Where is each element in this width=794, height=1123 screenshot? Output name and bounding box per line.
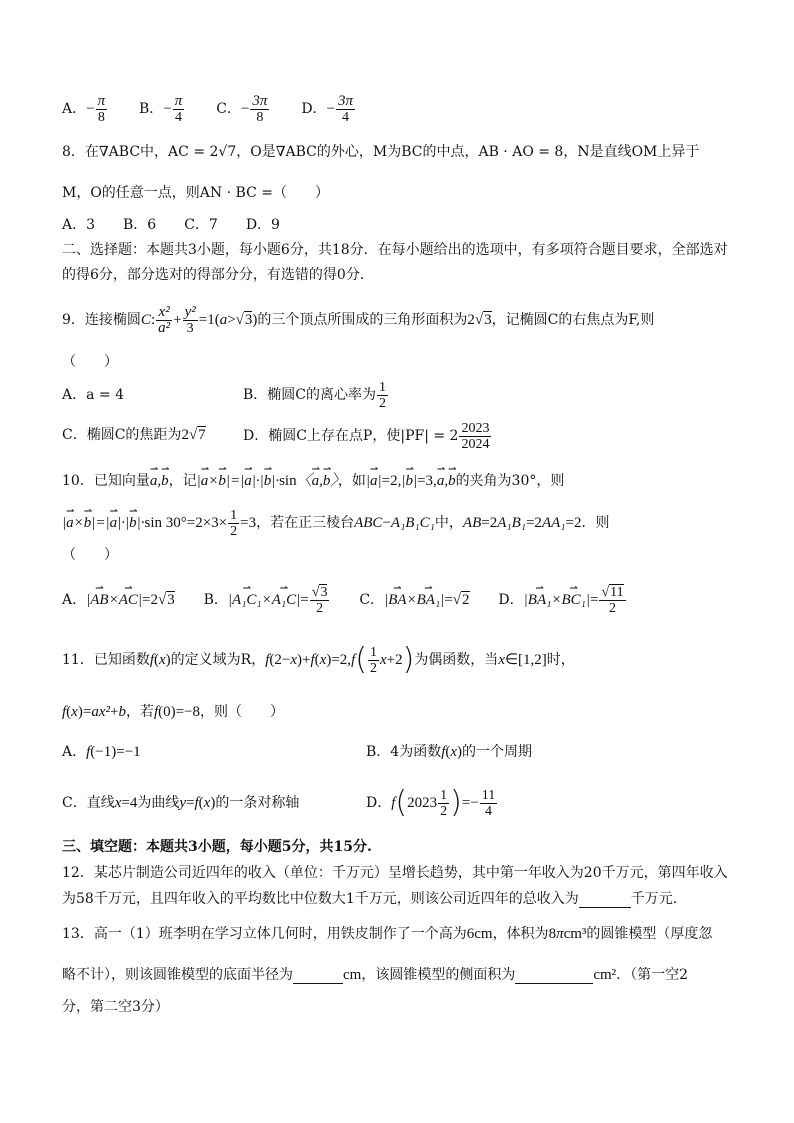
q8-options: A．3 B．6 C．7 D．9 xyxy=(62,217,280,233)
q11-option-d: D．f(2023 $\frac{1}{2}$ )=− $\frac{11}{4}$ xyxy=(366,785,496,820)
q7-option-b-fraction: $\frac{\pi}{4}$ xyxy=(174,92,183,125)
q10-line-1: 10．已知向量⇀ a,⇀ b，记|⇀ a×⇀ b|=|⇀ a|·|⇀ b|·sin〈⇀ a,⇀ b〉，如|⇀ a|=2,|⇀ b|=3,⇀ a,⇀ b的夹角为30°，则 xyxy=(62,472,564,490)
q7-option-b-label: B． xyxy=(139,101,164,117)
q11-option-b: B．4为函数f(x)的一个周期 xyxy=(366,744,533,760)
q9-option-c: C．椭圆C的焦距为2√7 xyxy=(62,427,206,443)
section3-title: 三、填空题：本题共3小题，每小题5分，共15分. xyxy=(62,839,372,855)
q13-area-blank[interactable] xyxy=(515,969,593,984)
q11-line-2: f(x)=ax²+b，若f(0)=−8，则（ ） xyxy=(62,704,285,720)
q9-option-b: B．椭圆C的离心率为 $\frac{1}{2}$ xyxy=(243,379,386,411)
q10-line-2: |⇀ a×⇀ b|=|⇀ a|·|⇀ b|·sin 30°=2×3× $\frac{1}{2}$ =3，若在正三棱台ABC−A₁B₁C₁中，AB=2A₁B₁=2AA₁=2．则 xyxy=(62,503,609,543)
q7-option-c-label: C． xyxy=(216,101,241,117)
q7-option-c-fraction: $\frac{3\pi}{8}$ xyxy=(252,92,268,125)
q13-line-2: 略不计），则该圆锥模型的底面半径为 cm，该圆锥模型的侧面积为 cm²．（第一空2 xyxy=(62,967,689,983)
q9-option-d-fraction: $\frac{2023}{2024}$ xyxy=(461,420,490,452)
q12-line-1: 12．某芯片制造公司近四年的收入（单位：千万元）呈增长趋势，其中第一年收入为20千万元，第四年收入 xyxy=(62,865,728,881)
q11-option-c: C．直线x=4为曲线y=f(x)的一条对称轴 xyxy=(62,795,300,811)
q8-line-2: M，O的任意一点，则AN · BC =（ ） xyxy=(62,185,329,201)
q9-stem: 9．连接椭圆C: $\frac{\text{x²}}{\text{a²}}$ + $\frac{\text{y²}}{3}$ =1(a>√3)的三个顶点所围成的三角形面积为2√3，记椭圆C的右焦点为F,则 xyxy=(62,303,655,336)
q10-paren: （ ） xyxy=(62,547,118,563)
q7-option-a-fraction: $\frac{\pi}{8}$ xyxy=(97,92,106,125)
q7-option-d-label: D． xyxy=(301,101,327,117)
q11-line-1: 11．已知函数f(x)的定义域为R，f(2−x)+f(x)=2,f( $\frac{1}{2}$ x+2)为偶函数，当x∈[1,2]时， xyxy=(62,642,575,677)
q7-option-d-fraction: $\frac{3\pi}{4}$ xyxy=(338,92,354,125)
section2-line-2: 的得6分，部分选对的得部分分，有选错的得0分． xyxy=(62,267,374,283)
q9-paren: （ ） xyxy=(62,354,118,370)
q7-options: A．− $\frac{\pi}{8}$ B．− $\frac{\pi}{4}$ C．− $\frac{3\pi}{8}$ D．− $\frac{3\pi}{4}$ xyxy=(62,92,354,125)
q9-option-d: D．椭圆C上存在点P，使|PF| = 2 $\frac{2023}{2024}$ xyxy=(243,420,490,452)
q13-line-1: 13．高一（1）班李明在学习立体几何时，用铁皮制作了一个高为6cm，体积为8πcm³的圆锥模型（厚度忽 xyxy=(62,926,713,942)
q8-line-1: 8．在∇ABC中，AC = 2√7，O是∇ABC的外心，M为BC的中点，AB · AO = 8，N是直线OM上异于 xyxy=(62,144,700,160)
q7-option-a-label: A． xyxy=(62,101,87,117)
q13-line-3: 分，第二空3分） xyxy=(62,999,169,1015)
section2-line-1: 二、选择题：本题共3小题，每小题6分，共18分．在每小题给出的选项中，有多项符合题目要求，全部选对 xyxy=(62,242,728,258)
q9-option-a: A．a = 4 xyxy=(62,387,124,403)
q12-line-2: 为58千万元，且四年收入的平均数比中位数大1千万元，则该公司近四年的总收入为 千万元． xyxy=(62,891,687,907)
q13-radius-blank[interactable] xyxy=(293,969,343,984)
q10-options: A．|⇀ AB×⇀ AC|=2√3 B．|⇀ A₁C₁×⇀ A₁C|= $\frac{√3}{2}$ C．|⇀ BA×⇀ BA₁|=√2 D．|⇀ BA₁×⇀ BC₁|= $\frac{√11}{2}$ xyxy=(62,578,627,622)
q12-answer-blank[interactable] xyxy=(579,893,631,908)
q11-option-a: A．f(−1)=−1 xyxy=(62,744,141,760)
